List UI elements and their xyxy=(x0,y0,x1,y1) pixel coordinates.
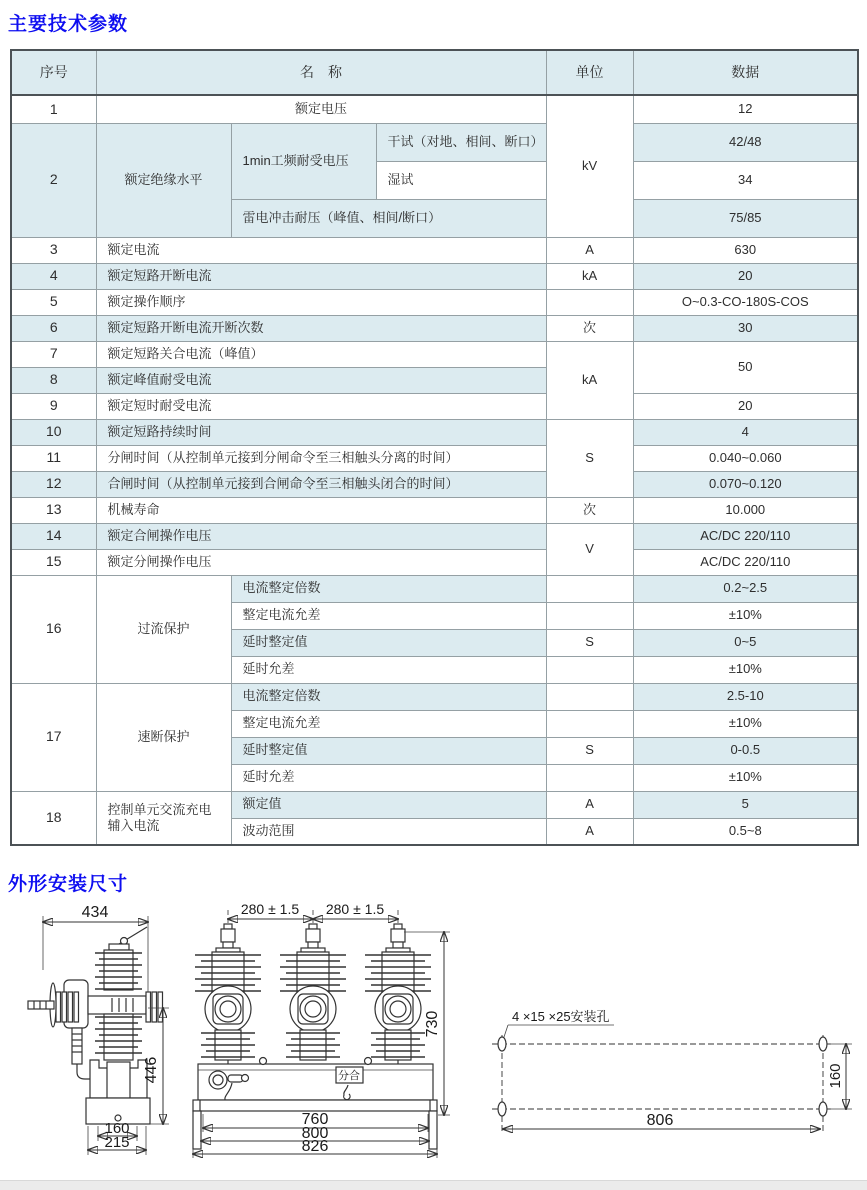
cell-unit: V xyxy=(546,523,633,575)
table-row xyxy=(11,263,858,289)
cell-value: ±10% xyxy=(633,602,858,629)
cell-name: 额定短时耐受电流 xyxy=(96,393,546,419)
cell-subname: 电流整定倍数 xyxy=(231,683,546,710)
dim-label-280-right: 280 ± 1.5 xyxy=(325,902,385,917)
cell-subname: 延时整定值 xyxy=(231,737,546,764)
cell-unit: S xyxy=(546,629,633,656)
cell-value: 0.070~0.120 xyxy=(633,471,858,497)
cell-subname: 雷电冲击耐压（峰值、相间/断口） xyxy=(231,199,546,237)
table-row xyxy=(11,791,858,818)
cell-name: 分闸时间（从控制单元接到分闸命令至三相触头分离的时间） xyxy=(96,445,546,471)
cell-value: O~0.3-CO-180S-COS xyxy=(633,289,858,315)
cell-value: 2.5-10 xyxy=(633,683,858,710)
cell-no: 11 xyxy=(11,445,96,471)
table-row xyxy=(11,523,858,549)
cell-subname: 干试（对地、相间、断口） xyxy=(376,123,546,161)
cell-no: 3 xyxy=(11,237,96,263)
cell-unit: A xyxy=(546,791,633,818)
dim-label-160-side: 160 xyxy=(104,1120,130,1137)
table-header-row xyxy=(11,50,858,95)
cell-no: 12 xyxy=(11,471,96,497)
cell-value: AC/DC 220/110 xyxy=(633,523,858,549)
cell-value: ±10% xyxy=(633,656,858,683)
col-header-unit: 单位 xyxy=(546,50,633,95)
table-row xyxy=(11,497,858,523)
cell-no: 1 xyxy=(11,95,96,123)
cell-no: 13 xyxy=(11,497,96,523)
cell-unit: A xyxy=(546,237,633,263)
cell-value: 10.000 xyxy=(633,497,858,523)
table-row xyxy=(11,419,858,445)
cell-name: 额定合闸操作电压 xyxy=(96,523,546,549)
cell-value: 0.2~2.5 xyxy=(633,575,858,602)
cell-name-line2: 辅入电流 xyxy=(107,817,160,833)
dim-label-760: 760 xyxy=(301,1111,329,1128)
cell-unit: 次 xyxy=(546,315,633,341)
outline-drawings xyxy=(0,902,867,1187)
cell-no: 15 xyxy=(11,549,96,575)
table-row xyxy=(11,575,858,602)
col-header-data: 数据 xyxy=(633,50,858,95)
cell-no: 18 xyxy=(11,791,96,845)
cell-subname: 整定电流允差 xyxy=(231,602,546,629)
cell-no: 14 xyxy=(11,523,96,549)
dim-label-826: 826 xyxy=(301,1138,329,1155)
side-view-drawing xyxy=(28,904,169,1155)
dim-label-806: 806 xyxy=(646,1112,674,1129)
table-row xyxy=(11,683,858,710)
cell-no: 6 xyxy=(11,315,96,341)
dim-label-434: 434 xyxy=(81,904,109,921)
cell-no: 9 xyxy=(11,393,96,419)
cell-no: 16 xyxy=(11,575,96,683)
table-row xyxy=(11,445,858,471)
section-title-dimensions: 外形安装尺寸 xyxy=(8,874,129,895)
cell-subname: 电流整定倍数 xyxy=(231,575,546,602)
cell-name: 过流保护 xyxy=(96,575,231,683)
cell-value: 20 xyxy=(633,393,858,419)
dim-label-215: 215 xyxy=(104,1134,130,1151)
cell-no: 4 xyxy=(11,263,96,289)
cell-unit: S xyxy=(546,419,633,497)
cell-subname: 整定电流允差 xyxy=(231,710,546,737)
cell-value: 0.040~0.060 xyxy=(633,445,858,471)
cell-no: 7 xyxy=(11,341,96,367)
table-row xyxy=(11,341,858,367)
cell-unit xyxy=(546,289,633,315)
cell-subname: 额定值 xyxy=(231,791,546,818)
cell-value: 0.5~8 xyxy=(633,818,858,845)
cell-no: 10 xyxy=(11,419,96,445)
cell-name: 额定分闸操作电压 xyxy=(96,549,546,575)
cell-value: ±10% xyxy=(633,764,858,791)
cell-name: 额定短路开断电流开断次数 xyxy=(96,315,546,341)
col-header-name: 名 称 xyxy=(96,50,546,95)
col-header-no: 序号 xyxy=(11,50,96,95)
table-row xyxy=(11,549,858,575)
table-row xyxy=(11,123,858,161)
dim-label-446: 446 xyxy=(143,1056,160,1084)
cell-subname: 1min工频耐受电压 xyxy=(231,123,376,199)
cell-subname: 延时允差 xyxy=(231,764,546,791)
mounting-holes-drawing xyxy=(492,1009,852,1133)
cell-name: 额定电压 xyxy=(96,95,546,123)
cell-name: 额定峰值耐受电流 xyxy=(96,367,546,393)
cell-name: 机械寿命 xyxy=(96,497,546,523)
spec-table xyxy=(10,49,859,846)
cell-value: 34 xyxy=(633,161,858,199)
cell-value: 0-0.5 xyxy=(633,737,858,764)
table-row xyxy=(11,237,858,263)
open-close-indicator: 分合 xyxy=(338,1070,360,1082)
cell-value: 42/48 xyxy=(633,123,858,161)
cell-value: 12 xyxy=(633,95,858,123)
cell-name: 额定操作顺序 xyxy=(96,289,546,315)
table-row xyxy=(11,289,858,315)
cell-unit xyxy=(546,683,633,710)
cell-name-line1: 控制单元交流充电 xyxy=(107,801,212,817)
cell-unit: kA xyxy=(546,263,633,289)
cell-subname: 延时整定值 xyxy=(231,629,546,656)
cell-value: AC/DC 220/110 xyxy=(633,549,858,575)
cell-unit xyxy=(546,764,633,791)
cell-name: 额定短路关合电流（峰值） xyxy=(96,341,546,367)
cell-unit: 次 xyxy=(546,497,633,523)
cell-value: 630 xyxy=(633,237,858,263)
cell-value: 20 xyxy=(633,263,858,289)
cell-name: 额定短路开断电流 xyxy=(96,263,546,289)
dim-label-280-left: 280 ± 1.5 xyxy=(240,902,300,917)
cell-name: 合闸时间（从控制单元接到合闸命令至三相触头闭合的时间） xyxy=(96,471,546,497)
cell-unit: S xyxy=(546,737,633,764)
cell-subname: 波动范围 xyxy=(231,818,546,845)
cell-unit: kV xyxy=(546,95,633,237)
cell-value: 4 xyxy=(633,419,858,445)
cell-name: 额定绝缘水平 xyxy=(96,123,231,237)
cell-value: 0~5 xyxy=(633,629,858,656)
cell-value: 5 xyxy=(633,791,858,818)
cell-unit xyxy=(546,710,633,737)
cell-value: 50 xyxy=(633,341,858,393)
table-row xyxy=(11,393,858,419)
table-row xyxy=(11,471,858,497)
table-row xyxy=(11,315,858,341)
cell-unit xyxy=(546,575,633,602)
cell-no: 5 xyxy=(11,289,96,315)
cell-value: 75/85 xyxy=(633,199,858,237)
cell-value: 30 xyxy=(633,315,858,341)
table-row xyxy=(11,95,858,123)
front-view-drawing xyxy=(193,902,450,1158)
cell-unit: A xyxy=(546,818,633,845)
cell-subname: 延时允差 xyxy=(231,656,546,683)
cell-name: 额定电流 xyxy=(96,237,546,263)
cell-value: ±10% xyxy=(633,710,858,737)
cell-name: 速断保护 xyxy=(96,683,231,791)
section-title-parameters: 主要技术参数 xyxy=(8,14,129,35)
cell-no: 2 xyxy=(11,123,96,237)
cell-name: 额定短路持续时间 xyxy=(96,419,546,445)
cell-no: 8 xyxy=(11,367,96,393)
dim-label-800: 800 xyxy=(301,1125,329,1142)
dim-label-160-plan: 160 xyxy=(827,1063,844,1089)
cell-name xyxy=(96,791,231,845)
cell-subname: 湿试 xyxy=(376,161,546,199)
cell-unit: kA xyxy=(546,341,633,419)
mounting-holes-label: 4 ×15 ×25安装孔 xyxy=(512,1009,610,1024)
cell-no: 17 xyxy=(11,683,96,791)
page-bottom-strip xyxy=(0,1180,867,1190)
cell-unit xyxy=(546,602,633,629)
cell-unit xyxy=(546,656,633,683)
dim-label-730: 730 xyxy=(424,1010,441,1038)
